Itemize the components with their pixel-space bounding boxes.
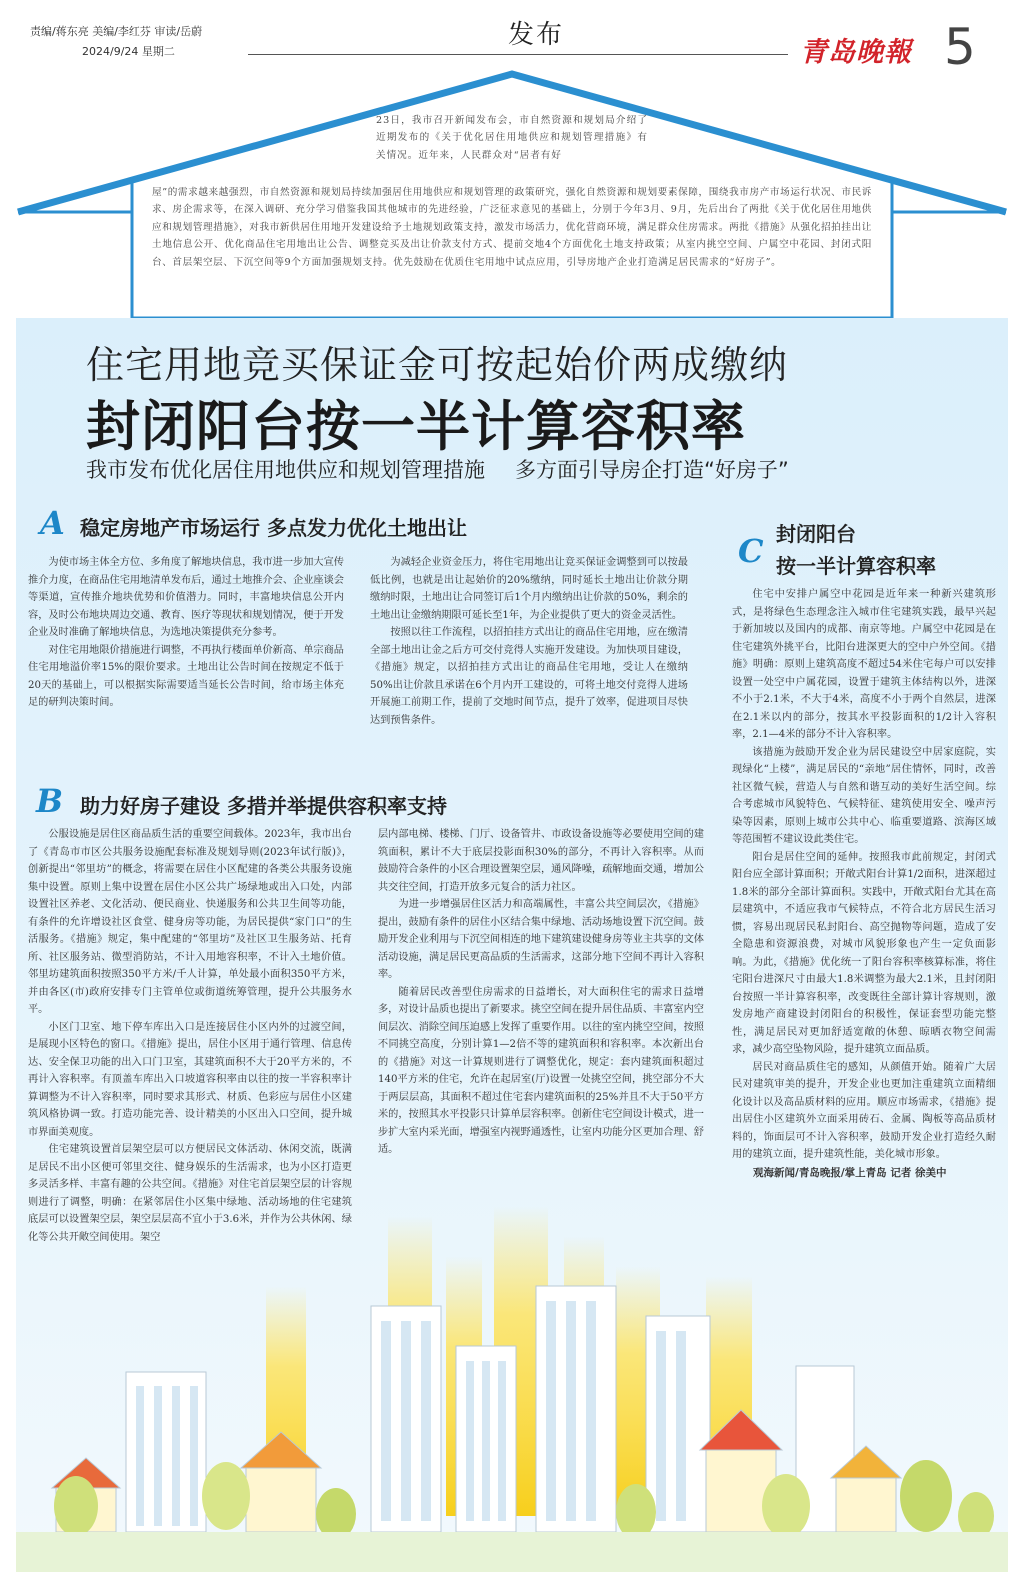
subtitle-part-1: 我市发布优化居住用地供应和规划管理措施 (86, 458, 485, 482)
paragraph: 居民对商品质住宅的感知，从颜值开始。随着广大居民对建筑审美的提升，开发企业也更加注重建筑立面精细化设计以及高品质材料的应用。顺应市场需求，《措施》提出居住小区建筑外立面采用砖石、金属、陶板等高品质材料的，饰面层可不计入容积率，鼓励开发企业打造经久耐用的建筑立面，提升建筑性能，美化城市形象。 (732, 1061, 996, 1160)
section-c-letter: C (738, 532, 764, 570)
section-title: 发布 (508, 20, 565, 50)
headline-subtitle (86, 454, 789, 484)
section-b-column-2 (378, 826, 704, 1226)
paragraph: 住宅建筑设置首层架空层可以方便居民文体活动、休闲交流，既满足居民不出小区便可邻里交往、健身娱乐的生活需求，也为小区打造更多灵活多样、丰富有趣的公共空间。《措施》对住宅首层架空层的计容规则进行了调整，明确：在紧邻居住小区集中绿地、活动场地的住宅建筑底层可以设置架空层，架空层层高不宜小于3.6米，并作为公共休闲、绿化等公共开敞空间使用。架空 (28, 1144, 352, 1243)
section-a-letter: A (40, 504, 65, 542)
paragraph: 为减轻企业资金压力，将住宅用地出让竞买保证金调整到可以按最低比例，也就是出让起始价的20%缴纳，同时延长土地出让价款分期缴纳时限，土地出让合同签订后1个月内缴纳出让价款的50%，剩余的土地出让金缴纳期限可延长至1年，为企业提供了更大的资金灵活性。 (370, 557, 688, 621)
issue-date: 2024/9/24 星期二 (82, 45, 175, 58)
header-rule (248, 54, 788, 55)
paragraph: 按照以往工作流程，以招拍挂方式出让的商品住宅用地，应在缴清全部土地出让金之后方可交付竞得人实施开发建设。为加快项目建设，《措施》规定，以招拍挂方式出让的商品住宅用地，受让人在缴纳50%出让价款且承诺在6个月内开工建设的，可将土地交付竞得人进场开展施工前期工作，提前了交地时间节点，提升了效率，促进项目尽快达到预售条件。 (370, 627, 688, 726)
section-a-column-1 (28, 554, 344, 766)
section-c-heading-line-2: 按一半计算容积率 (776, 554, 936, 578)
section-c-heading (776, 518, 1006, 582)
section-c-heading-line-1: 封闭阳台 (776, 522, 856, 546)
editor-credits: 责编/蒋东亮 美编/李红芬 审读/岳蔚 (30, 25, 203, 38)
paragraph: 公服设施是居住区商品质生活的重要空间载体。2023年，我市出台了《青岛市市区公共服务设施配套标准及规划导则(2023年试行版)》，创新提出“邻里坊”的概念，将需要在居住小区配建的各类公共服务设施集中设置。原则上集中设置在居住小区公共广场绿地或出入口处，内部设置社区养老、文化活动、便民商业、快递服务和公共卫生间等功能，有条件的允许增设社区食堂、健身房等功能，为居民提供“家门口”的生活服务。《措施》规定，集中配建的“邻里坊”及社区卫生服务站、托育所、社区服务站、微型消防站，不计入用地容积率，不计入土地价值。邻里坊建筑面积按照350平方米/千人计算，单处最小面积350平方米，并由各区(市)政府安排专门主管单位或街道统筹管理，提升公共服务水平。 (28, 829, 352, 1015)
section-b-heading: 助力好房子建设 多措并举提供容积率支持 (80, 794, 447, 818)
city-skyline-illustration (16, 1196, 1008, 1572)
section-a-heading: 稳定房地产市场运行 多点发力优化土地出让 (80, 516, 467, 540)
paragraph: 随着居民改善型住房需求的日益增长，对大面积住宅的需求日益增多，对设计品质也提出了新要求。挑空空间在提升居住品质、丰富室内空间层次、消除空间压迫感上发挥了重要作用。以往的室内挑空空间，按照不同挑空高度，分别计算1—2倍不等的建筑面积和容积率。本次新出台的《措施》对这一计算规则进行了调整优化，规定：套内建筑面积超过140平方米的住宅，允许在起居室(厅)设置一处挑空空间，挑空部分不大于两层层高，其面积不超过住宅套内建筑面积的25%并且不大于50平方米的，按照其水平投影只计算单层容积率。创新住宅空间设计模式，进一步扩大室内采光面，增强室内视野通透性，让室内功能分区更加合理、舒适。 (378, 986, 704, 1155)
paragraph: 对住宅用地限价措施进行调整，不再执行楼面单价新高、单宗商品住宅用地溢价率15%的限价要求。土地出让公告时间在按规定不低于20天的基础上，可以根据实际需要适当延长公告时间，给市场主体充足的研判决策时间。 (28, 644, 344, 708)
headline-kicker: 住宅用地竞买保证金可按起始价两成缴纳 (86, 343, 789, 387)
intro-body-text: 屋”的需求越来越强烈，市自然资源和规划局持续加强居住用地供应和规划管理的政策研究，强化自然资源和规划要素保障，围绕我市房产市场运行状况、市民诉求、房企需求等，在深入调研、充分学习借鉴我国其他城市的先进经验，广泛征求意见的基础上，分别于今年3月、9月，先后出台了两批《关于优化居住用地供应和规划管理措施》，对我市新供居住用地开发建设给予土地规划政策支持，激发市场活力，优化营商环境，满足群众住房需求。两批《措施》从强化招拍挂出让土地信息公开、优化商品住宅用地出让公告、调整竞买及出让价款支付方式、提前交地4个方面优化土地支持政策；从室内挑空空间、户属空中花园、封闭式阳台、首层架空层、下沉空间等9个方面加强规划支持。优先鼓励在优质住宅用地中试点应用，引导房地产企业打造满足居民需求的“好房子”。 (152, 187, 872, 268)
paragraph: 该措施为鼓励开发企业为居民建设空中居家庭院，实现绿化“上楼”，满足居民的“亲地”居住情怀，同时，改善社区微气候，营造人与自然和谐互动的美好生活空间。综合考虑城市风貌特色、气候特征、建筑使用安全、噪声污染等因素，原则上城市公共中心、临重要道路、滨海区域等范围暂不建议设此类住宅。 (732, 746, 996, 845)
paragraph: 为使市场主体全方位、多角度了解地块信息，我市进一步加大宣传推介力度，在商品住宅用地清单发布后，通过土地推介会、企业座谈会等渠道，宣传推介地块优势和价值潜力。同时，丰富地块信息公开内容，及时公布地块周边交通、教育、医疗等现状和规划情况，便于开发企业及时准确了解地块信息，为选地决策提供充分参考。 (28, 557, 344, 638)
newspaper-logo: 青岛晚報 (800, 37, 912, 68)
paragraph: 阳台是居住空间的延伸。按照我市此前规定，封闭式阳台应全部计算面积；开敞式阳台计算1/2面积，进深超过1.8米的部分全部计算面积。实践中，开敞式阳台尤其在高层建筑中，不适应我市气候特点，不符合北方居民生活习惯，容易出现居民私封阳台、高空抛物等问题，造成了安全隐患和资源浪费，对城市风貌形象也产生一定负面影响。为此，《措施》优化统一了阳台容积率核算标准，将住宅阳台进深尺寸由最大1.8米调整为最大2.1米，且封闭阳台按照一半计算容积率，改变既往全部计算计容规则，激发房地产商建设封闭阳台的积极性，保证套型功能完整性，满足居民对更加舒适宽敞的休憩、晾晒衣物空间需求，减少高空坠物风险，提升建筑立面品质。 (732, 851, 996, 1055)
masthead-meta (30, 22, 202, 62)
headline-main: 封闭阳台按一半计算容积率 (86, 395, 746, 458)
paragraph: 住宅中安排户属空中花园是近年来一种新兴建筑形式，是将绿色生态理念注入城市住宅建筑实践，最早兴起于新加坡以及国内的成都、南京等地。户属空中花园是在住宅建筑外挑平台，比阳台进深更大的空中户外空间。《措施》明确：原则上建筑高度不超过54米住宅每户可以安排设置一处空中户属花园，设置于建筑主体结构以外，进深不小于2.1米，不大于4米，高度不小于两个自然层，进深在2.1米以内的部分，按其水平投影面积的1/2计入容积率，2.1—4米的部分不计入容积率。 (732, 589, 996, 740)
paragraph: 小区门卫室、地下停车库出入口是连接居住小区内外的过渡空间，是展现小区特色的窗口。《措施》提出，居住小区用于通行管理、信息传达、安全保卫功能的出入口门卫室，其建筑面积不大于20平方米的，不再计入容积率。有顶盖车库出入口坡道容积率由以往的按一半容积率计算调整为不计入容积率，同时要求其形式、材质、色彩应与居住小区建筑风格协调一致。打造功能完善、设计精美的小区出入口空间，提升城市界面美观度。 (28, 1021, 352, 1138)
intro-roof-text: 23日，我市召开新闻发布会，市自然资源和规划局介绍了近期发布的《关于优化居住用地供应和规划管理措施》有关情况。近年来，人民群众对“居者有好 (376, 115, 648, 161)
section-b-letter: B (36, 782, 64, 820)
page-number: 5 (944, 18, 976, 76)
section-a-column-2 (370, 554, 688, 766)
subtitle-part-2: 多方面引导房企打造“好房子” (515, 458, 789, 482)
byline: 观海新闻/青岛晚报/掌上青岛 记者 徐美中 (753, 1166, 947, 1179)
paragraph: 层内部电梯、楼梯、门厅、设备管井、市政设备设施等必要使用空间的建筑面积，累计不大于底层投影面积30%的部分，不再计入容积率。从而鼓励符合条件的小区合理设置架空层，通风降噪，疏解地面交通，增加公共交往空间，打造开放多元复合的活力社区。 (378, 829, 704, 893)
paragraph: 为进一步增强居住区活力和高端属性，丰富公共空间层次，《措施》提出，鼓励有条件的居住小区结合集中绿地、活动场地设置下沉空间。鼓励开发企业利用与下沉空间相连的地下建筑建设健身房等业主共享的文体活动设施，满足居民更高品质的生活需求，这部分地下空间不再计入容积率。 (378, 899, 704, 980)
